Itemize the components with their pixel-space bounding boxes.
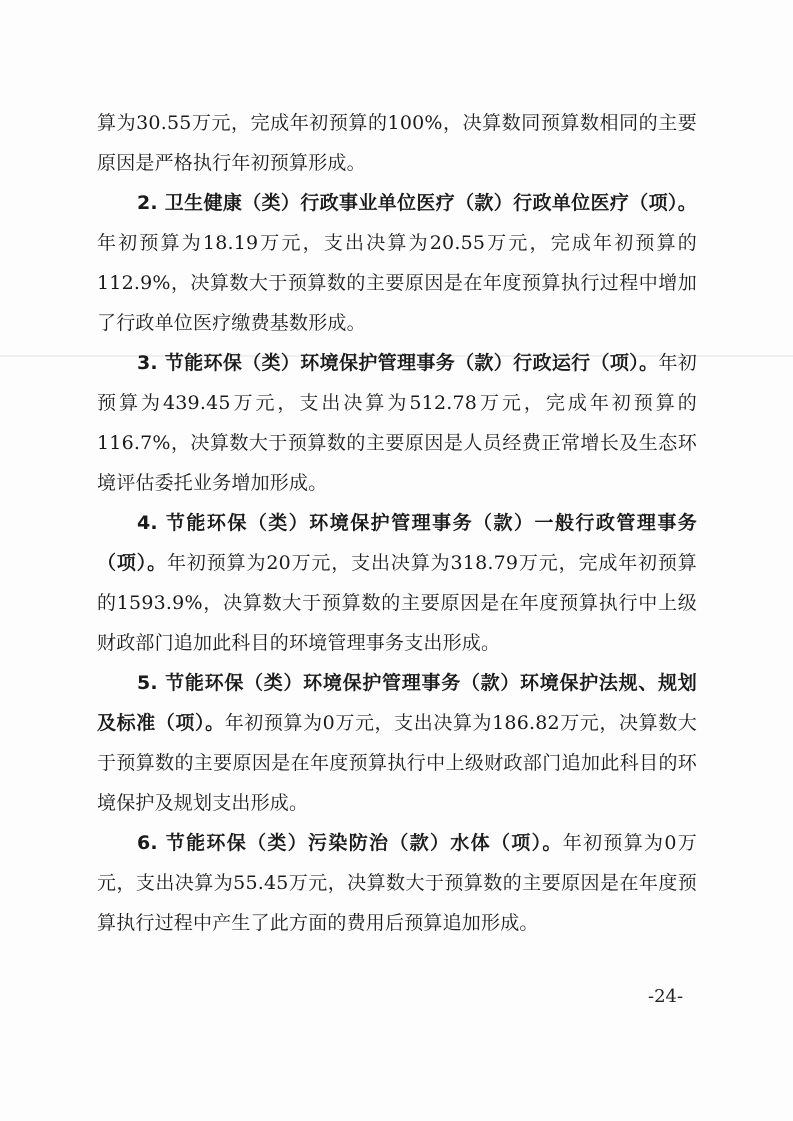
paragraph-heading: 2. 卫生健康（类）行政事业单位医疗（款）行政单位医疗（项）。 xyxy=(137,192,697,214)
paragraph-item-2 xyxy=(97,183,697,343)
paragraph-heading: 6. 节能环保（类）污染防治（款）水体（项）。 xyxy=(137,832,563,854)
page-number: -24- xyxy=(648,986,684,1007)
paragraph-heading: 3. 节能环保（类）环境保护管理事务（款）行政运行（项）。 xyxy=(137,352,659,374)
paragraph-body: 算为30.55万元，完成年初预算的100%，决算数同预算数相同的主要原因是严格执行年初预算形成。 xyxy=(97,112,697,174)
document-body xyxy=(97,103,697,943)
paragraph-continuation xyxy=(97,103,697,183)
paragraph-body: 年初预算为20万元，支出决算为318.79万元，完成年初预算的1593.9%，决算数大于预算数的主要原因是在年度预算执行中上级财政部门追加此科目的环境管理事务支出形成。 xyxy=(97,552,697,654)
paragraph-item-6 xyxy=(97,823,697,943)
paragraph-body: 年初预算为439.45万元，支出决算为512.78万元，完成年初预算的116.7%，决算数大于预算数的主要原因是人员经费正常增长及生态环境评估委托业务增加形成。 xyxy=(97,352,697,494)
paragraph-heading: 5. 节能环保（类）环境保护管理事务（款）环境保护法规、规划及标准（项）。 xyxy=(97,672,697,734)
paragraph-item-4 xyxy=(97,503,697,663)
paragraph-body: 年初预算为0万元，支出决算为186.82万元，决算数大于预算数的主要原因是在年度预算执行中上级财政部门追加此科目的环境保护及规划支出形成。 xyxy=(97,712,697,814)
paragraph-item-3 xyxy=(97,343,697,503)
paragraph-body: 年初预算为0万元，支出决算为55.45万元，决算数大于预算数的主要原因是在年度预算执行过程中产生了此方面的费用后预算追加形成。 xyxy=(97,832,697,934)
paragraph-body: 年初预算为18.19万元，支出决算为20.55万元，完成年初预算的112.9%，决算数大于预算数的主要原因是在年度预算执行过程中增加了行政单位医疗缴费基数形成。 xyxy=(97,232,697,334)
paragraph-heading: 4. 节能环保（类）环境保护管理事务（款）一般行政管理事务（项）。 xyxy=(97,512,697,574)
paragraph-item-5 xyxy=(97,663,697,823)
